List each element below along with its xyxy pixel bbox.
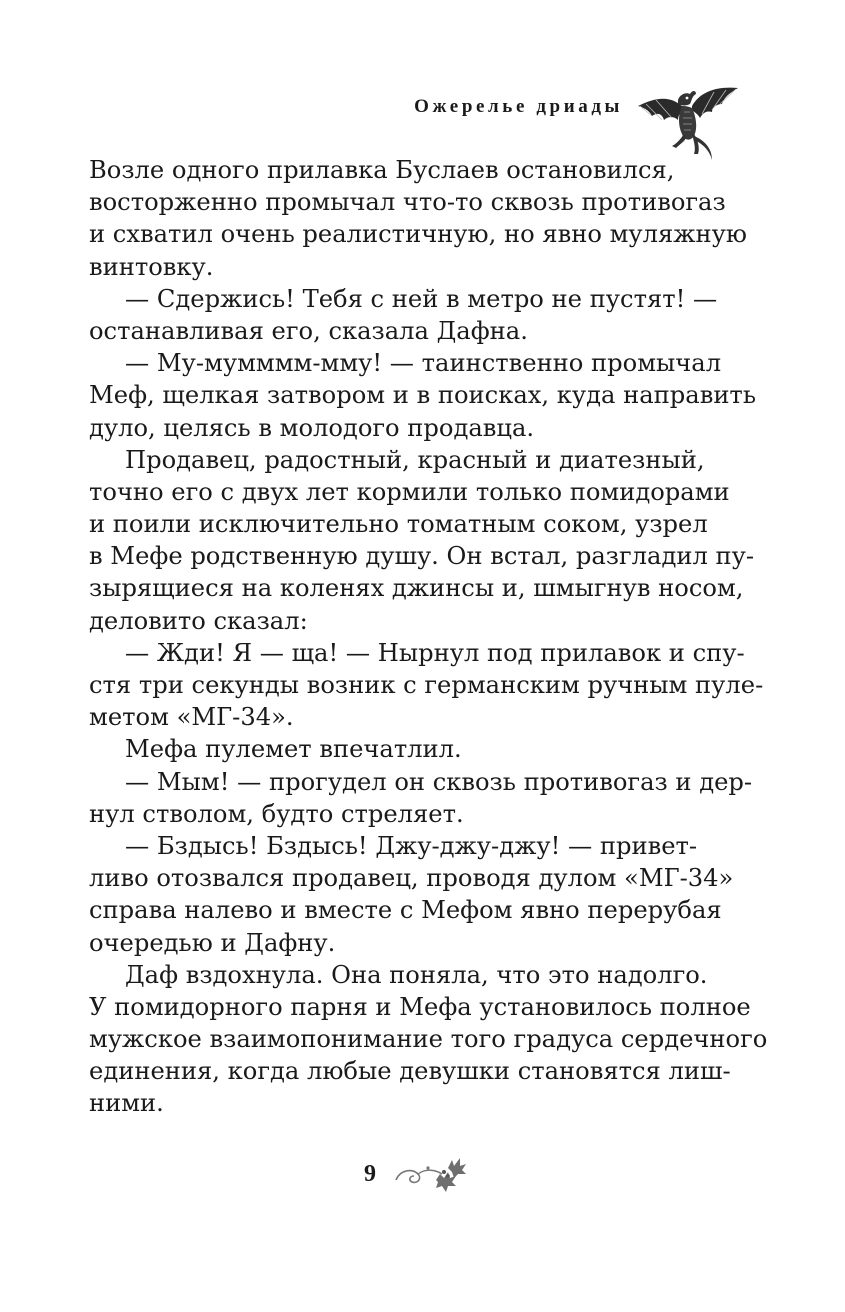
text-line: зырящиеся на коленях джинсы и, шмыгнув носом, xyxy=(89,574,744,603)
text-line: стя три секунды возник с германским ручным пуле- xyxy=(89,671,764,699)
holly-ornament-icon xyxy=(392,1150,468,1194)
text-line: единения, когда любые девушки становятся лиш- xyxy=(89,1057,731,1086)
text-line: дуло, целясь в молодого продавца. xyxy=(89,413,535,442)
running-head: Ожерелье дриады xyxy=(414,96,623,117)
text-line: деловито сказал: xyxy=(89,606,308,635)
text-line: — Му-мумммм-мму! — таинственно промычал xyxy=(125,349,722,378)
text-line: — Мым! — прогудел он сквозь противогаз и дер- xyxy=(125,767,753,796)
text-line: восторженно промычал что-то сквозь противогаз xyxy=(89,188,726,217)
text-line: ними. xyxy=(89,1089,164,1118)
page-number: 9 xyxy=(364,1161,376,1187)
text-line: метом «МГ-34». xyxy=(89,703,294,732)
text-line: Меф, щелкая затвором и в поисках, куда направить xyxy=(89,381,756,410)
text-line: ливо отозвался продавец, проводя дулом «МГ-34» xyxy=(89,864,734,893)
text-line: винтовку. xyxy=(89,252,214,281)
text-line: Продавец, радостный, красный и диатезный, xyxy=(125,445,705,474)
text-line: очередью и Дафну. xyxy=(89,928,336,957)
text-line: — Бздысь! Бздысь! Джу-джу-джу! — привет- xyxy=(125,831,698,860)
text-line: и схватил очень реалистичную, но явно муляжную xyxy=(89,220,747,249)
text-line: и поили исключительно томатным соком, узрел xyxy=(89,510,708,539)
text-line: У помидорного парня и Мефа установилось полное xyxy=(89,992,751,1021)
text-line: — Сдержись! Тебя с ней в метро не пустят! — xyxy=(125,284,718,313)
text-line: точно его с двух лет кормили только помидорами xyxy=(89,477,730,506)
text-line: мужское взаимопонимание того градуса сердечного xyxy=(89,1025,768,1054)
text-line: Возле одного прилавка Буслаев остановился, xyxy=(89,156,675,184)
text-line: в Мефе родственную душу. Он встал, разгладил пу- xyxy=(89,542,755,571)
text-line: останавливая его, сказала Дафна. xyxy=(89,316,528,345)
text-line: справа налево и вместе с Мефом явно перерубая xyxy=(89,896,722,925)
text-line: — Жди! Я — ща! — Нырнул под прилавок и спу- xyxy=(125,638,745,667)
text-line: Мефа пулемет впечатлил. xyxy=(125,735,462,764)
text-line: Даф вздохнула. Она поняла, что это надолго. xyxy=(125,960,708,989)
text-line: нул стволом, будто стреляет. xyxy=(89,799,464,828)
dragon-icon xyxy=(632,82,740,164)
body-text xyxy=(89,154,768,1120)
